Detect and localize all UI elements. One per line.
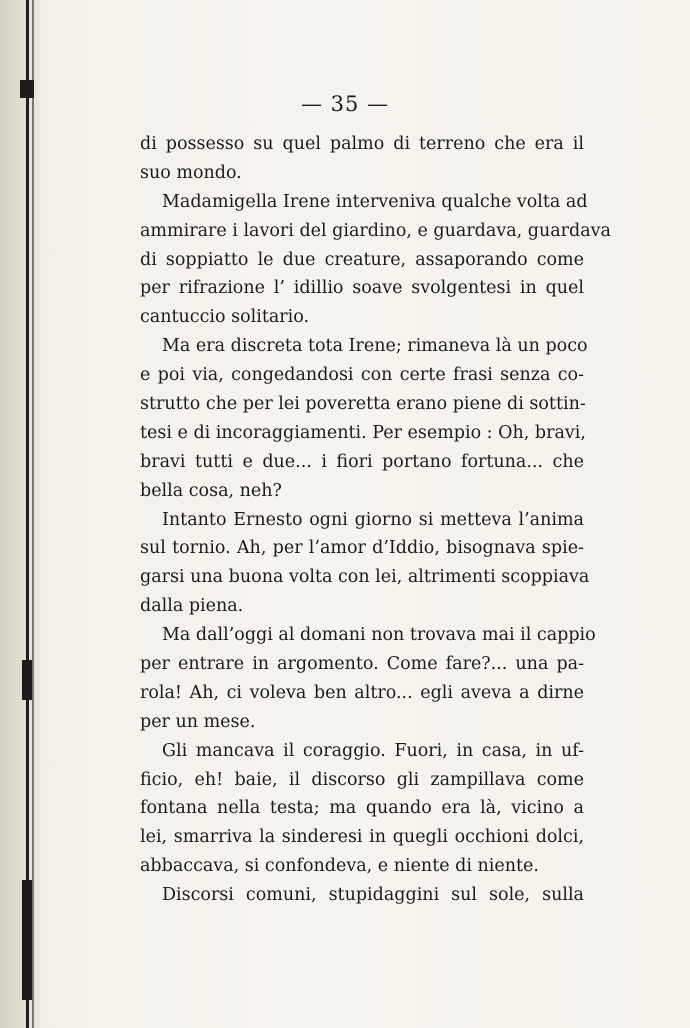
- text-line: garsi una buona volta con lei, altrimenti scoppiava: [140, 567, 590, 588]
- text-line: abbaccava, si confondeva, e niente di niente.: [140, 856, 539, 877]
- spine-shadow-line: [32, 0, 34, 1028]
- text-line: bravi tutti e due... i fiori portano fortuna... che: [140, 451, 584, 472]
- page-spine: [0, 0, 40, 1028]
- text-line: strutto che per lei poveretta erano piene di sottin-: [140, 394, 586, 415]
- text-line: fontana nella testa; ma quando era là, vicino a: [140, 798, 584, 819]
- text-line: suo mondo.: [140, 162, 242, 183]
- text-line: rola! Ah, ci voleva ben altro... egli aveva a dirne: [140, 682, 584, 703]
- text-line: dalla piena.: [140, 596, 244, 617]
- text-line: di possesso su quel palmo di terreno che era il: [140, 134, 584, 154]
- text-line: cantuccio solitario.: [140, 307, 310, 328]
- text-line: tesi e di incoraggiamenti. Per esempio : Oh, bravi,: [140, 422, 586, 443]
- page-number: — 35 —: [300, 92, 390, 116]
- text-line: lei, smarriva la sinderesi in quegli occhioni dolci,: [140, 827, 584, 848]
- text-line: bella cosa, neh?: [140, 480, 282, 501]
- text-line: Gli mancava il coraggio. Fuori, in casa, in uf-: [162, 740, 584, 761]
- text-line: per un mese.: [140, 711, 256, 732]
- text-line: Discorsi comuni, stupidaggini sul sole, sulla: [162, 885, 584, 906]
- text-line: sul tornio. Ah, per l’amor d’Iddio, bisognava spie-: [140, 538, 584, 559]
- text-line: ficio, eh! baie, il discorso gli zampillava come: [140, 769, 584, 790]
- body-text: [140, 130, 611, 910]
- text-line: e poi via, congedandosi con certe frasi senza co-: [140, 365, 584, 386]
- text-line: Intanto Ernesto ogni giorno si metteva l’anima: [162, 509, 584, 530]
- text-line: per rifrazione l’ idillio soave svolgentesi in quel: [140, 278, 584, 299]
- text-line: per entrare in argomento. Come fare?... una pa-: [140, 654, 584, 675]
- text-line: Ma era discreta tota Irene; rimaneva là un poco: [162, 336, 588, 357]
- text-line: ammirare i lavori del giardino, e guardava, guardava: [140, 220, 611, 241]
- spine-edge-line: [26, 0, 29, 1028]
- text-line: Ma dall’oggi al domani non trovava mai il cappio: [162, 625, 596, 646]
- spine-mark: [22, 880, 32, 1000]
- text-line: Madamigella Irene interveniva qualche volta ad: [162, 191, 588, 212]
- text-line: di soppiatto le due creature, assaporando come: [140, 249, 584, 270]
- spine-mark: [22, 660, 32, 700]
